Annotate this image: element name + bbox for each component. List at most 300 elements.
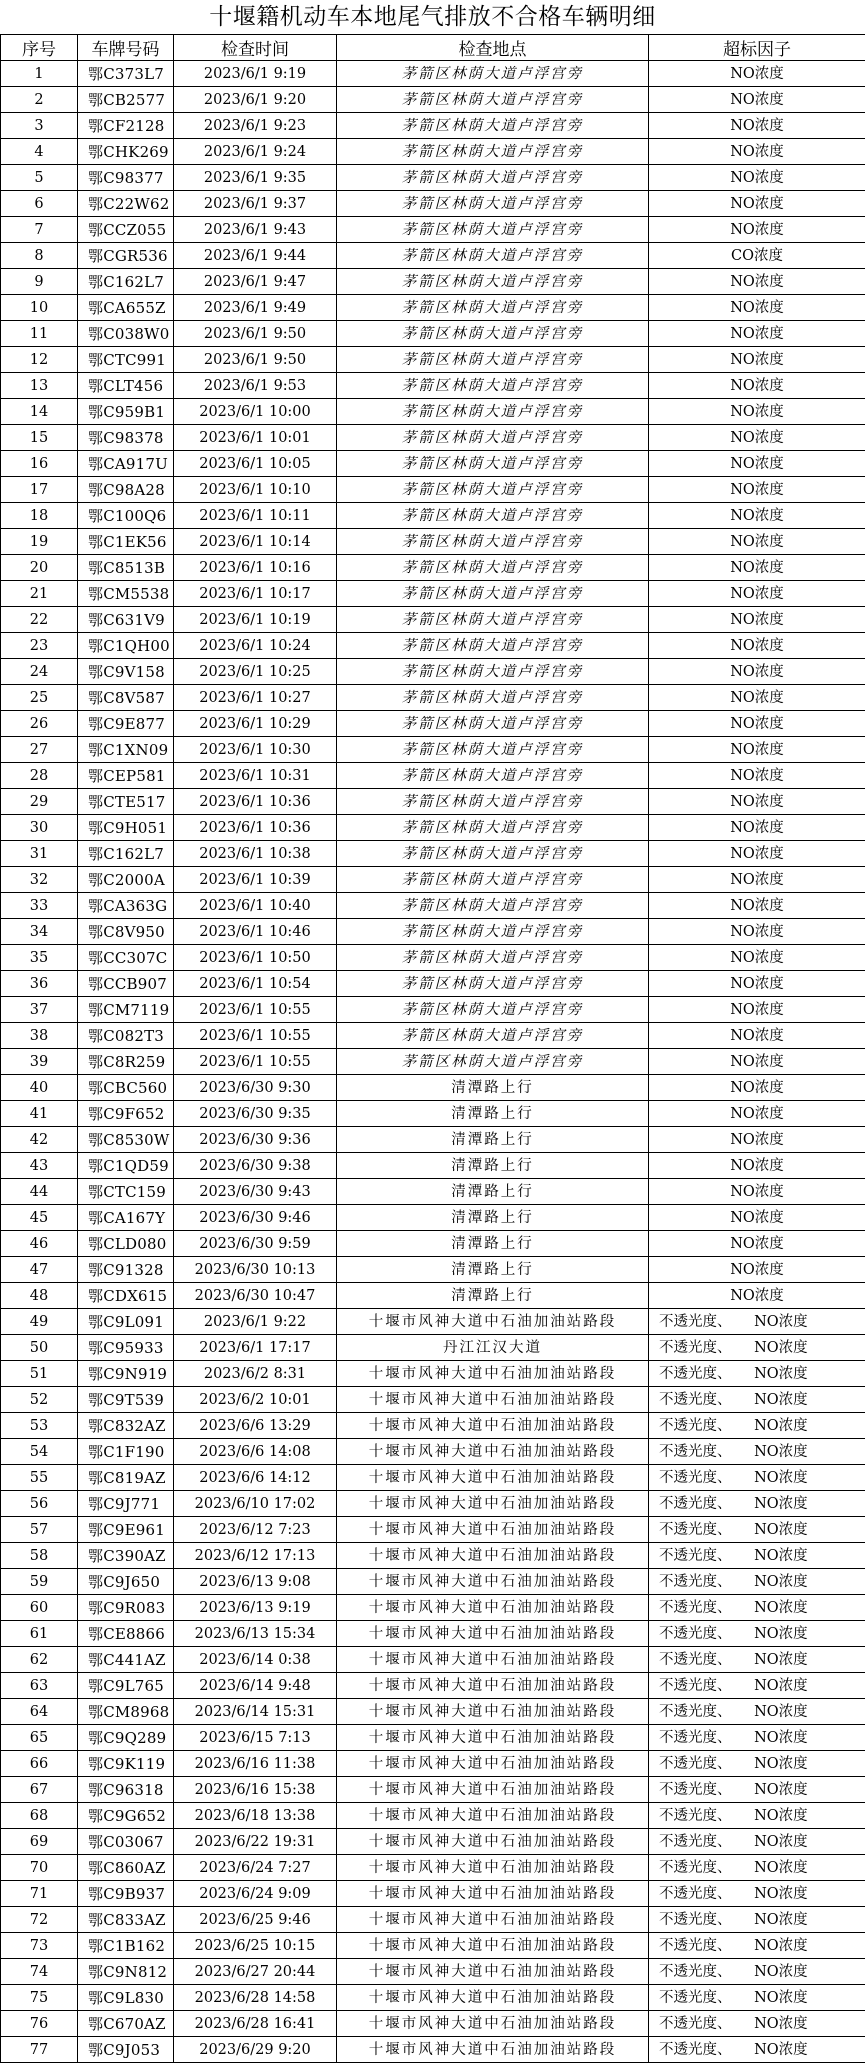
cell-no: 56 [1,1491,78,1517]
cell-location: 十堰市风神大道中石油加油站路段 [337,1751,649,1777]
cell-no: 1 [1,61,78,87]
cell-factor: NO浓度 [649,165,865,191]
table-row [1,425,865,451]
cell-time: 2023/6/13 9:19 [174,1595,337,1621]
cell-location: 十堰市风神大道中石油加油站路段 [337,1517,649,1543]
cell-factor: NO浓度 [649,1049,865,1075]
table-row [1,1595,865,1621]
cell-factor: 不透光度、 NO浓度 [649,1621,865,1647]
cell-time: 2023/6/16 15:38 [174,1777,337,1803]
table-row [1,191,865,217]
table-row [1,113,865,139]
cell-plate: 鄂C441AZ [78,1647,174,1673]
table-row [1,1959,865,1985]
table-row [1,1673,865,1699]
table-row [1,1127,865,1153]
cell-plate: 鄂CA917U [78,451,174,477]
cell-no: 32 [1,867,78,893]
cell-factor: NO浓度 [649,113,865,139]
table-row [1,1907,865,1933]
table-row [1,685,865,711]
table-row [1,945,865,971]
cell-no: 33 [1,893,78,919]
cell-no: 62 [1,1647,78,1673]
cell-plate: 鄂C8R259 [78,1049,174,1075]
cell-factor: NO浓度 [649,581,865,607]
table-row [1,1361,865,1387]
cell-factor: NO浓度 [649,1127,865,1153]
cell-plate: 鄂CE8866 [78,1621,174,1647]
cell-no: 64 [1,1699,78,1725]
cell-plate: 鄂C9N919 [78,1361,174,1387]
cell-plate: 鄂C670AZ [78,2011,174,2037]
table-row [1,347,865,373]
cell-no: 4 [1,139,78,165]
cell-plate: 鄂C162L7 [78,269,174,295]
cell-location: 十堰市风神大道中石油加油站路段 [337,1465,649,1491]
cell-location: 十堰市风神大道中石油加油站路段 [337,1491,649,1517]
cell-no: 53 [1,1413,78,1439]
cell-location: 茅箭区林荫大道卢浮宫旁 [337,841,649,867]
cell-time: 2023/6/1 10:24 [174,633,337,659]
cell-no: 3 [1,113,78,139]
cell-plate: 鄂CM5538 [78,581,174,607]
cell-plate: 鄂C390AZ [78,1543,174,1569]
cell-plate: 鄂CCZ055 [78,217,174,243]
cell-no: 60 [1,1595,78,1621]
cell-no: 69 [1,1829,78,1855]
cell-time: 2023/6/14 0:38 [174,1647,337,1673]
table-row [1,789,865,815]
cell-no: 26 [1,711,78,737]
cell-time: 2023/6/1 10:38 [174,841,337,867]
table-row [1,1621,865,1647]
cell-factor: NO浓度 [649,633,865,659]
cell-factor: NO浓度 [649,711,865,737]
cell-factor: NO浓度 [649,945,865,971]
cell-location: 茅箭区林荫大道卢浮宫旁 [337,633,649,659]
cell-factor: NO浓度 [649,61,865,87]
table-row [1,1777,865,1803]
table-row [1,295,865,321]
cell-time: 2023/6/1 10:25 [174,659,337,685]
cell-time: 2023/6/25 10:15 [174,1933,337,1959]
cell-no: 22 [1,607,78,633]
table-row [1,2011,865,2037]
table-row [1,1985,865,2011]
cell-location: 茅箭区林荫大道卢浮宫旁 [337,191,649,217]
cell-location: 清潭路上行 [337,1101,649,1127]
cell-no: 24 [1,659,78,685]
cell-location: 十堰市风神大道中石油加油站路段 [337,1881,649,1907]
table-row [1,61,865,87]
cell-location: 茅箭区林荫大道卢浮宫旁 [337,659,649,685]
cell-location: 十堰市风神大道中石油加油站路段 [337,1413,649,1439]
cell-time: 2023/6/1 10:14 [174,529,337,555]
table-row [1,1491,865,1517]
cell-time: 2023/6/1 9:23 [174,113,337,139]
cell-factor: 不透光度、 NO浓度 [649,1413,865,1439]
cell-no: 76 [1,2011,78,2037]
cell-time: 2023/6/1 10:10 [174,477,337,503]
cell-time: 2023/6/1 9:43 [174,217,337,243]
cell-plate: 鄂C9R083 [78,1595,174,1621]
cell-no: 77 [1,2037,78,2063]
cell-time: 2023/6/1 10:55 [174,1049,337,1075]
cell-time: 2023/6/1 10:30 [174,737,337,763]
cell-factor: NO浓度 [649,373,865,399]
cell-factor: NO浓度 [649,477,865,503]
cell-plate: 鄂C100Q6 [78,503,174,529]
cell-factor: NO浓度 [649,425,865,451]
cell-no: 41 [1,1101,78,1127]
cell-no: 18 [1,503,78,529]
cell-location: 茅箭区林荫大道卢浮宫旁 [337,893,649,919]
cell-plate: 鄂C98377 [78,165,174,191]
cell-location: 茅箭区林荫大道卢浮宫旁 [337,321,649,347]
table-row [1,1335,865,1361]
cell-plate: 鄂C038W0 [78,321,174,347]
cell-factor: 不透光度、 NO浓度 [649,1673,865,1699]
cell-no: 50 [1,1335,78,1361]
table-row [1,1101,865,1127]
cell-factor: 不透光度、 NO浓度 [649,1829,865,1855]
table-row [1,815,865,841]
cell-no: 52 [1,1387,78,1413]
cell-no: 5 [1,165,78,191]
cell-time: 2023/6/30 9:59 [174,1231,337,1257]
cell-factor: 不透光度、 NO浓度 [649,1465,865,1491]
cell-factor: 不透光度、 NO浓度 [649,1907,865,1933]
cell-factor: 不透光度、 NO浓度 [649,1725,865,1751]
table-body [1,61,865,2063]
cell-no: 68 [1,1803,78,1829]
table-row [1,893,865,919]
cell-time: 2023/6/1 10:36 [174,789,337,815]
cell-plate: 鄂C9J650 [78,1569,174,1595]
cell-location: 十堰市风神大道中石油加油站路段 [337,1647,649,1673]
cell-no: 67 [1,1777,78,1803]
cell-plate: 鄂C8513B [78,555,174,581]
cell-time: 2023/6/1 10:19 [174,607,337,633]
table-row [1,1881,865,1907]
cell-factor: 不透光度、 NO浓度 [649,1985,865,2011]
cell-time: 2023/6/1 10:01 [174,425,337,451]
table-row [1,243,865,269]
cell-time: 2023/6/1 9:50 [174,321,337,347]
cell-location: 十堰市风神大道中石油加油站路段 [337,1803,649,1829]
cell-location: 茅箭区林荫大道卢浮宫旁 [337,243,649,269]
cell-no: 11 [1,321,78,347]
table-row [1,1725,865,1751]
cell-location: 茅箭区林荫大道卢浮宫旁 [337,425,649,451]
cell-location: 茅箭区林荫大道卢浮宫旁 [337,581,649,607]
cell-factor: 不透光度、 NO浓度 [649,1777,865,1803]
cell-time: 2023/6/1 9:22 [174,1309,337,1335]
cell-location: 茅箭区林荫大道卢浮宫旁 [337,711,649,737]
cell-factor: 不透光度、 NO浓度 [649,1699,865,1725]
cell-plate: 鄂C1EK56 [78,529,174,555]
cell-time: 2023/6/30 9:30 [174,1075,337,1101]
cell-location: 十堰市风神大道中石油加油站路段 [337,1855,649,1881]
table-row [1,529,865,555]
cell-time: 2023/6/2 10:01 [174,1387,337,1413]
cell-time: 2023/6/27 20:44 [174,1959,337,1985]
cell-factor: NO浓度 [649,1231,865,1257]
cell-factor: NO浓度 [649,139,865,165]
cell-factor: NO浓度 [649,815,865,841]
cell-location: 清潭路上行 [337,1075,649,1101]
cell-location: 茅箭区林荫大道卢浮宫旁 [337,373,649,399]
cell-factor: CO浓度 [649,243,865,269]
cell-factor: 不透光度、 NO浓度 [649,2011,865,2037]
cell-time: 2023/6/15 7:13 [174,1725,337,1751]
cell-time: 2023/6/30 9:35 [174,1101,337,1127]
cell-no: 10 [1,295,78,321]
cell-no: 61 [1,1621,78,1647]
cell-time: 2023/6/22 19:31 [174,1829,337,1855]
cell-location: 清潭路上行 [337,1231,649,1257]
cell-no: 35 [1,945,78,971]
cell-no: 15 [1,425,78,451]
cell-factor: NO浓度 [649,347,865,373]
cell-location: 茅箭区林荫大道卢浮宫旁 [337,815,649,841]
cell-factor: 不透光度、 NO浓度 [649,1387,865,1413]
cell-no: 48 [1,1283,78,1309]
table-row [1,399,865,425]
table-row [1,269,865,295]
cell-no: 63 [1,1673,78,1699]
table-row [1,659,865,685]
cell-plate: 鄂C631V9 [78,607,174,633]
cell-factor: 不透光度、 NO浓度 [649,1361,865,1387]
cell-plate: 鄂CLT456 [78,373,174,399]
cell-plate: 鄂C9N812 [78,1959,174,1985]
cell-time: 2023/6/14 15:31 [174,1699,337,1725]
cell-no: 74 [1,1959,78,1985]
cell-no: 37 [1,997,78,1023]
cell-location: 茅箭区林荫大道卢浮宫旁 [337,945,649,971]
cell-time: 2023/6/1 10:31 [174,763,337,789]
table-row [1,737,865,763]
table-row [1,1153,865,1179]
cell-factor: 不透光度、 NO浓度 [649,1959,865,1985]
cell-no: 40 [1,1075,78,1101]
cell-plate: 鄂CM7119 [78,997,174,1023]
table-row [1,451,865,477]
cell-no: 17 [1,477,78,503]
table-row [1,1179,865,1205]
cell-plate: 鄂C95933 [78,1335,174,1361]
cell-plate: 鄂C03067 [78,1829,174,1855]
table-row [1,217,865,243]
cell-location: 茅箭区林荫大道卢浮宫旁 [337,503,649,529]
cell-location: 十堰市风神大道中石油加油站路段 [337,1985,649,2011]
cell-plate: 鄂CDX615 [78,1283,174,1309]
table-row [1,971,865,997]
cell-factor: NO浓度 [649,659,865,685]
cell-no: 7 [1,217,78,243]
cell-time: 2023/6/1 10:36 [174,815,337,841]
cell-no: 19 [1,529,78,555]
cell-plate: 鄂C9F652 [78,1101,174,1127]
cell-time: 2023/6/1 9:24 [174,139,337,165]
cell-location: 茅箭区林荫大道卢浮宫旁 [337,399,649,425]
cell-no: 72 [1,1907,78,1933]
cell-factor: NO浓度 [649,217,865,243]
cell-plate: 鄂C2000A [78,867,174,893]
cell-plate: 鄂CM8968 [78,1699,174,1725]
cell-plate: 鄂C1F190 [78,1439,174,1465]
table-row [1,1231,865,1257]
cell-location: 十堰市风神大道中石油加油站路段 [337,1725,649,1751]
cell-time: 2023/6/1 9:19 [174,61,337,87]
cell-time: 2023/6/28 16:41 [174,2011,337,2037]
cell-time: 2023/6/1 9:53 [174,373,337,399]
cell-time: 2023/6/1 10:54 [174,971,337,997]
cell-location: 茅箭区林荫大道卢浮宫旁 [337,269,649,295]
cell-no: 44 [1,1179,78,1205]
cell-location: 茅箭区林荫大道卢浮宫旁 [337,113,649,139]
cell-time: 2023/6/1 9:37 [174,191,337,217]
cell-plate: 鄂CA655Z [78,295,174,321]
cell-time: 2023/6/30 9:43 [174,1179,337,1205]
cell-time: 2023/6/2 8:31 [174,1361,337,1387]
table-row [1,1309,865,1335]
cell-no: 2 [1,87,78,113]
cell-plate: 鄂C162L7 [78,841,174,867]
cell-factor: NO浓度 [649,893,865,919]
cell-no: 55 [1,1465,78,1491]
cell-time: 2023/6/13 9:08 [174,1569,337,1595]
cell-no: 58 [1,1543,78,1569]
cell-location: 茅箭区林荫大道卢浮宫旁 [337,477,649,503]
cell-location: 茅箭区林荫大道卢浮宫旁 [337,295,649,321]
cell-plate: 鄂C98378 [78,425,174,451]
table-row [1,1829,865,1855]
cell-factor: 不透光度、 NO浓度 [649,1569,865,1595]
table-row [1,763,865,789]
cell-location: 丹江江汉大道 [337,1335,649,1361]
table-row [1,1647,865,1673]
cell-location: 清潭路上行 [337,1153,649,1179]
cell-location: 清潭路上行 [337,1257,649,1283]
cell-plate: 鄂CTE517 [78,789,174,815]
cell-location: 茅箭区林荫大道卢浮宫旁 [337,165,649,191]
cell-plate: 鄂C819AZ [78,1465,174,1491]
cell-location: 十堰市风神大道中石油加油站路段 [337,1777,649,1803]
cell-location: 十堰市风神大道中石油加油站路段 [337,1543,649,1569]
cell-no: 8 [1,243,78,269]
table-row [1,503,865,529]
cell-plate: 鄂C91328 [78,1257,174,1283]
cell-plate: 鄂C9K119 [78,1751,174,1777]
cell-factor: NO浓度 [649,685,865,711]
table-row [1,997,865,1023]
cell-factor: NO浓度 [649,1153,865,1179]
cell-time: 2023/6/25 9:46 [174,1907,337,1933]
cell-time: 2023/6/1 10:29 [174,711,337,737]
cell-time: 2023/6/18 13:38 [174,1803,337,1829]
cell-factor: NO浓度 [649,191,865,217]
cell-plate: 鄂CGR536 [78,243,174,269]
cell-no: 25 [1,685,78,711]
cell-plate: 鄂C9J053 [78,2037,174,2063]
cell-factor: NO浓度 [649,789,865,815]
cell-factor: 不透光度、 NO浓度 [649,1881,865,1907]
cell-no: 47 [1,1257,78,1283]
cell-plate: 鄂CF2128 [78,113,174,139]
cell-plate: 鄂CTC159 [78,1179,174,1205]
cell-time: 2023/6/1 9:50 [174,347,337,373]
table-row [1,1751,865,1777]
cell-factor: NO浓度 [649,867,865,893]
table-row [1,1413,865,1439]
cell-no: 27 [1,737,78,763]
cell-time: 2023/6/1 17:17 [174,1335,337,1361]
table-row [1,1517,865,1543]
table-row [1,1569,865,1595]
cell-plate: 鄂C9H051 [78,815,174,841]
cell-time: 2023/6/16 11:38 [174,1751,337,1777]
cell-plate: 鄂CBC560 [78,1075,174,1101]
cell-plate: 鄂C860AZ [78,1855,174,1881]
cell-location: 茅箭区林荫大道卢浮宫旁 [337,763,649,789]
table-row [1,1049,865,1075]
cell-factor: NO浓度 [649,529,865,555]
cell-time: 2023/6/30 9:38 [174,1153,337,1179]
table-row [1,581,865,607]
cell-factor: NO浓度 [649,87,865,113]
cell-plate: 鄂C9J771 [78,1491,174,1517]
table-row [1,1023,865,1049]
cell-location: 十堰市风神大道中石油加油站路段 [337,1959,649,1985]
cell-plate: 鄂C1XN09 [78,737,174,763]
cell-factor: 不透光度、 NO浓度 [649,1335,865,1361]
cell-location: 茅箭区林荫大道卢浮宫旁 [337,919,649,945]
cell-plate: 鄂CLD080 [78,1231,174,1257]
cell-time: 2023/6/12 17:13 [174,1543,337,1569]
cell-location: 茅箭区林荫大道卢浮宫旁 [337,997,649,1023]
cell-time: 2023/6/29 9:20 [174,2037,337,2063]
table-row [1,711,865,737]
cell-factor: 不透光度、 NO浓度 [649,1647,865,1673]
cell-no: 16 [1,451,78,477]
cell-factor: 不透光度、 NO浓度 [649,1803,865,1829]
cell-time: 2023/6/6 13:29 [174,1413,337,1439]
table-row [1,1257,865,1283]
column-header-no: 序号 [1,35,78,61]
cell-plate: 鄂CCB907 [78,971,174,997]
cell-location: 十堰市风神大道中石油加油站路段 [337,1569,649,1595]
cell-plate: 鄂C9L830 [78,1985,174,2011]
table-row [1,321,865,347]
cell-location: 十堰市风神大道中石油加油站路段 [337,1387,649,1413]
cell-time: 2023/6/1 9:44 [174,243,337,269]
cell-location: 十堰市风神大道中石油加油站路段 [337,1621,649,1647]
table-row [1,1283,865,1309]
cell-location: 十堰市风神大道中石油加油站路段 [337,1933,649,1959]
cell-factor: NO浓度 [649,451,865,477]
cell-location: 清潭路上行 [337,1127,649,1153]
cell-location: 茅箭区林荫大道卢浮宫旁 [337,685,649,711]
cell-plate: 鄂C9V158 [78,659,174,685]
column-header-time: 检查时间 [174,35,337,61]
cell-no: 13 [1,373,78,399]
cell-location: 茅箭区林荫大道卢浮宫旁 [337,347,649,373]
cell-location: 茅箭区林荫大道卢浮宫旁 [337,217,649,243]
cell-time: 2023/6/28 14:58 [174,1985,337,2011]
